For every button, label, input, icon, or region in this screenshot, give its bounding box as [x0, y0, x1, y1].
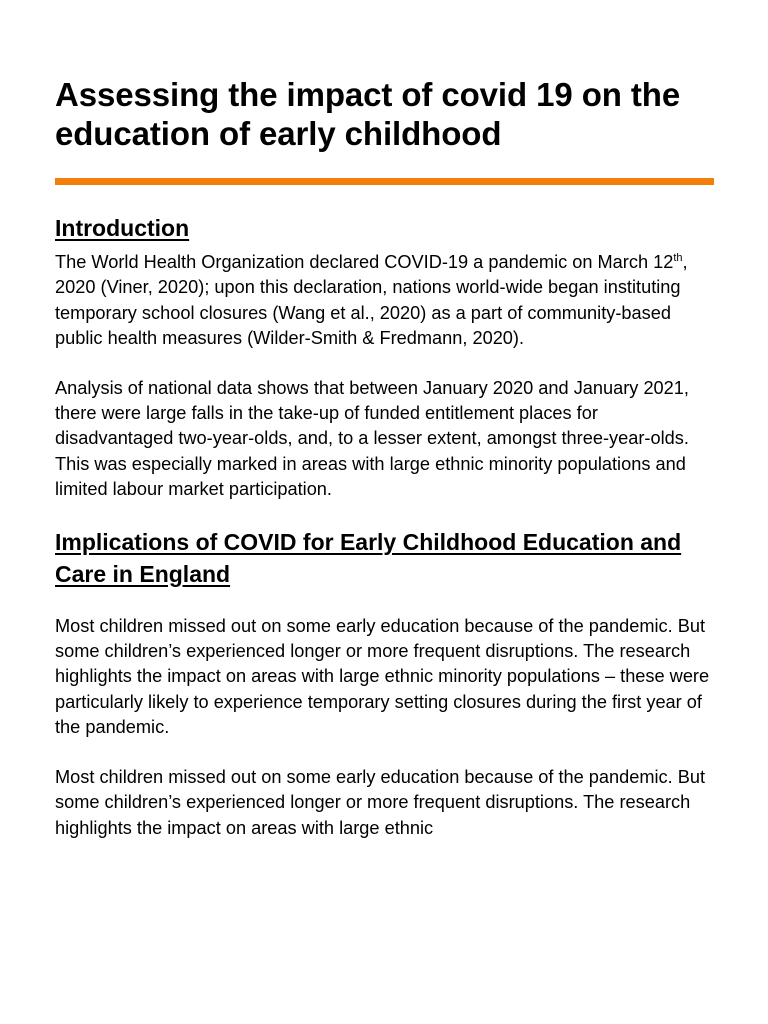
introduction-paragraph-1	[55, 250, 716, 352]
document-title: Assessing the impact of covid 19 on the education of early childhood	[55, 76, 681, 152]
introduction-paragraph-2: Analysis of national data shows that between January 2020 and January 2021, there were large falls in the take-up of funded entitlement places for disadvantaged two-year-olds, and, to a lesser extent, amongst three-year-olds. This was especially marked in areas with large ethnic minority populations and limited labour market participation.	[55, 377, 689, 500]
paragraph-text: The World Health Organization declared COVID-19 a pandemic on March 12	[55, 252, 674, 272]
ordinal-suffix: th	[673, 251, 683, 264]
title-divider	[55, 178, 714, 185]
introduction-heading: Introduction	[55, 215, 190, 241]
paragraph-text: , 2020 (Viner, 2020); upon this declaration, nations world-wide began instituting temporary school closures (Wang et al., 2020) as a part of community-based public health measures (Wilder-Smith & Fredmann, 2020).	[55, 252, 688, 349]
introduction-section	[55, 212, 716, 503]
implications-heading: Implications of COVID for Early Childhood Education and Care in England	[55, 528, 682, 587]
implications-paragraph-1: Most children missed out on some early education because of the pandemic. But some children’s experienced longer or more frequent disruptions. The research highlights the impact on areas with large ethnic minority populations – these were particularly likely to experience temporary setting closures during the first year of the pandemic.	[55, 615, 710, 738]
implications-paragraph-2: Most children missed out on some early education because of the pandemic. But some children’s experienced longer or more frequent disruptions. The research highlights the impact on areas with large ethnic	[55, 766, 706, 838]
implications-section	[55, 526, 716, 841]
